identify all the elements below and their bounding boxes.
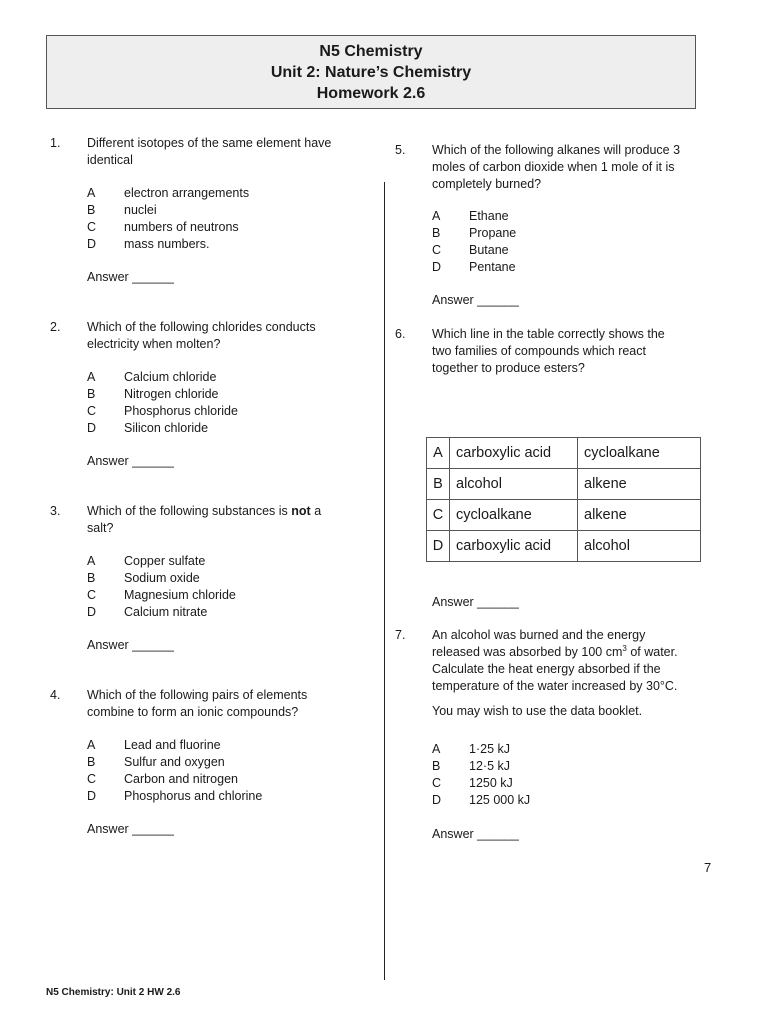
- family-1: carboxylic acid: [450, 438, 578, 469]
- question-number: 7.: [395, 628, 406, 642]
- question-text: [87, 319, 387, 353]
- option-a[interactable]: A 1·25 kJ: [432, 742, 510, 756]
- options: [432, 741, 530, 809]
- options: [87, 369, 238, 437]
- answer-line[interactable]: Answer ______: [432, 827, 519, 841]
- option-d[interactable]: D Calcium nitrate: [87, 605, 208, 619]
- question-number: 2.: [50, 320, 61, 334]
- option-c[interactable]: C Butane: [432, 243, 509, 257]
- option-d[interactable]: D 125 000 kJ: [432, 793, 531, 807]
- family-1: carboxylic acid: [450, 531, 578, 562]
- question-text: [432, 142, 732, 193]
- option-b[interactable]: B Sodium oxide: [87, 571, 200, 585]
- family-2: cycloalkane: [578, 438, 701, 469]
- option-c[interactable]: C 1250 kJ: [432, 776, 513, 790]
- family-2: alkene: [578, 500, 701, 531]
- question-text-line: moles of carbon dioxide when 1 mole of it is: [432, 160, 675, 174]
- question-text-line: salt?: [87, 521, 114, 535]
- option-b[interactable]: B Nitrogen chloride: [87, 387, 219, 401]
- question-text-line: Which line in the table correctly shows the: [432, 327, 665, 341]
- column-divider: [384, 182, 385, 980]
- question-text-line: together to produce esters?: [432, 361, 585, 375]
- option-a[interactable]: A electron arrangements: [87, 186, 250, 200]
- option-c[interactable]: C numbers of neutrons: [87, 220, 239, 234]
- question-number: 6.: [395, 327, 406, 341]
- question-text-line: electricity when molten?: [87, 337, 221, 351]
- option-b[interactable]: B Sulfur and oxygen: [87, 755, 225, 769]
- question-text-line: You may wish to use the data booklet.: [432, 704, 643, 718]
- options: [87, 553, 236, 621]
- header-title: N5 Chemistry: [319, 43, 423, 60]
- question-text-line: Different isotopes of the same element have: [87, 136, 332, 150]
- family-1: cycloalkane: [450, 500, 578, 531]
- question-text-line: identical: [87, 153, 133, 167]
- question-text-line: Which of the following pairs of elements: [87, 688, 308, 702]
- question-text-line: Which of the following alkanes will produce 3: [432, 143, 681, 157]
- row-letter: D: [427, 531, 450, 562]
- option-d[interactable]: D mass numbers.: [87, 237, 210, 251]
- question-text-line: Which of the following substances is not a: [87, 504, 322, 518]
- option-b[interactable]: B 12·5 kJ: [432, 759, 510, 773]
- option-c[interactable]: C Magnesium chloride: [87, 588, 236, 602]
- answer-line[interactable]: Answer ______: [432, 595, 519, 609]
- option-a[interactable]: A Calcium chloride: [87, 370, 217, 384]
- question-text: [87, 135, 387, 169]
- options: [87, 737, 262, 805]
- question-text: [87, 503, 387, 537]
- option-b[interactable]: B Propane: [432, 226, 517, 240]
- option-d[interactable]: D Pentane: [432, 260, 516, 274]
- question-text: [87, 687, 387, 721]
- option-d[interactable]: D Silicon chloride: [87, 421, 209, 435]
- question-text: [432, 627, 732, 720]
- option-a[interactable]: A Ethane: [432, 209, 509, 223]
- family-2: alkene: [578, 469, 701, 500]
- family-1: alcohol: [450, 469, 578, 500]
- answer-line[interactable]: Answer ______: [432, 293, 519, 307]
- answer-line[interactable]: Answer ______: [87, 270, 174, 284]
- page-header: [46, 35, 696, 109]
- answer-line[interactable]: Answer ______: [87, 454, 174, 468]
- option-c[interactable]: C Phosphorus chloride: [87, 404, 238, 418]
- question-text-line: two families of compounds which react: [432, 344, 646, 358]
- question-text-line: combine to form an ionic compounds?: [87, 705, 299, 719]
- question-text-line: An alcohol was burned and the energy: [432, 628, 646, 642]
- question-text-line: completely burned?: [432, 177, 542, 191]
- row-letter: B: [427, 469, 450, 500]
- table-row[interactable]: [427, 469, 701, 500]
- table-row[interactable]: [427, 531, 701, 562]
- table-row[interactable]: [427, 438, 701, 469]
- header-homework: Homework 2.6: [316, 85, 426, 102]
- options: [87, 185, 249, 253]
- question-text-line: Which of the following chlorides conducts: [87, 320, 316, 334]
- options: [432, 208, 516, 276]
- option-d[interactable]: D Phosphorus and chlorine: [87, 789, 263, 803]
- question-number: 4.: [50, 688, 61, 702]
- question-text: [432, 326, 732, 377]
- answer-line[interactable]: Answer ______: [87, 822, 174, 836]
- question-number: 1.: [50, 136, 61, 150]
- row-letter: C: [427, 500, 450, 531]
- option-a[interactable]: A Lead and fluorine: [87, 738, 221, 752]
- option-c[interactable]: C Carbon and nitrogen: [87, 772, 238, 786]
- question-number: 5.: [395, 143, 406, 157]
- question-text-line: released was absorbed by 100 $cm^3$ of water.: [432, 643, 678, 659]
- answer-line[interactable]: Answer ______: [87, 638, 174, 652]
- option-b[interactable]: B nuclei: [87, 203, 157, 217]
- emphasis-not: not: [291, 504, 311, 518]
- header-unit: Unit 2: Nature’s Chemistry: [270, 64, 472, 81]
- option-a[interactable]: A Copper sulfate: [87, 554, 206, 568]
- question-text-line: Calculate the heat energy absorbed if the: [432, 662, 661, 676]
- compound-families-table: [426, 437, 701, 562]
- family-2: alcohol: [578, 531, 701, 562]
- row-letter: A: [427, 438, 450, 469]
- page-footer: N5 Chemistry: Unit 2 HW 2.6: [46, 987, 181, 998]
- question-text-line: temperature of the water increased by 30°C.: [432, 679, 678, 693]
- table-row[interactable]: [427, 500, 701, 531]
- page-number: 7: [704, 860, 712, 875]
- question-number: 3.: [50, 504, 61, 518]
